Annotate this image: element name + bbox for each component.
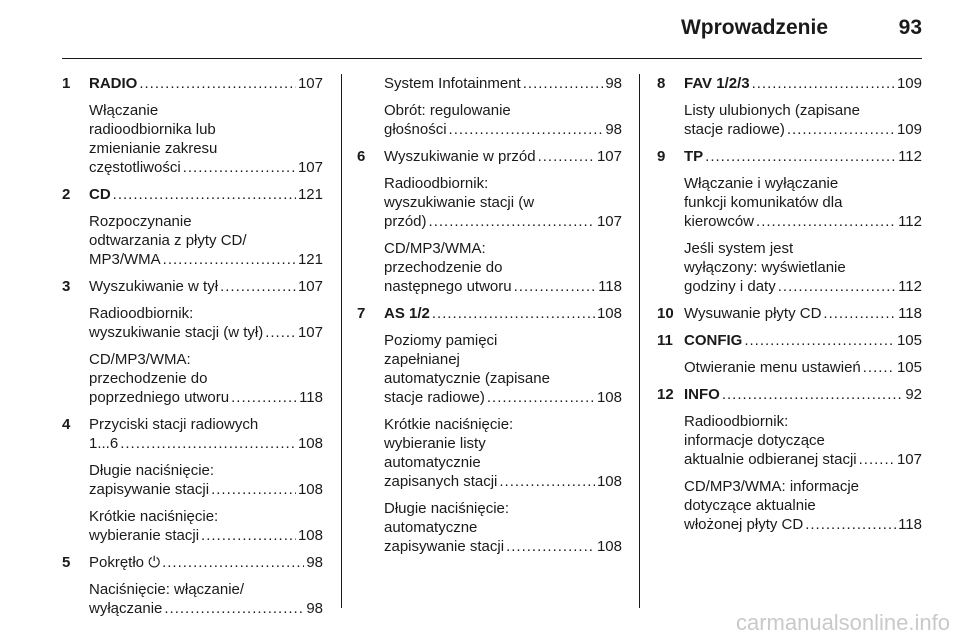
entry-block (89, 507, 323, 545)
control-label: RADIO (89, 75, 138, 92)
entry-line (89, 388, 323, 407)
index-entry (62, 415, 323, 545)
page-reference: 107 (596, 213, 622, 230)
page-number: 93 (898, 16, 922, 39)
dot-leader (523, 74, 604, 93)
entry-text: stacje radiowe) (684, 121, 785, 138)
index-entry (657, 331, 922, 377)
control-label: TP (684, 148, 704, 165)
entry-text: Pokrętło ⏻ (89, 554, 161, 571)
page-reference: 109 (896, 121, 922, 138)
header-divider (62, 58, 922, 59)
entry-text: wyszukiwanie stacji (w tył) (89, 324, 264, 341)
page-reference: 107 (896, 451, 922, 468)
entry-block (684, 74, 922, 93)
column-3 (657, 74, 922, 542)
dot-leader (787, 120, 895, 139)
entry-line (89, 507, 323, 526)
entry-line (684, 496, 922, 515)
entry-text: 1...6 (89, 435, 119, 452)
index-entry (62, 553, 323, 618)
entry-text: automatyczne (384, 519, 478, 536)
entry-line (89, 480, 323, 499)
entry-number: 12 (657, 386, 674, 403)
page-reference: 105 (896, 359, 922, 376)
entry-text: MP3/WMA (89, 251, 161, 268)
dot-leader (449, 120, 604, 139)
entry-line (684, 193, 922, 212)
entry-line (684, 212, 922, 231)
dot-leader (139, 74, 296, 93)
entry-text: Włączanie i wyłączanie (684, 175, 839, 192)
entry-line (684, 120, 922, 139)
entry-block (384, 304, 622, 323)
entry-block (384, 239, 622, 296)
entry-line (384, 518, 622, 537)
control-label: CD (89, 186, 111, 203)
entry-line (89, 101, 323, 120)
page-title: Wprowadzenie (680, 16, 828, 39)
entry-text: Krótkie naciśnięcie: (384, 416, 514, 433)
entry-block (684, 304, 922, 323)
entry-line (684, 431, 922, 450)
page-reference: 108 (596, 305, 622, 322)
entry-number: 1 (62, 75, 71, 92)
page-reference: 121 (297, 251, 323, 268)
entry-line (684, 258, 922, 277)
entry-text: następnego utworu (384, 278, 512, 295)
entry-line (89, 158, 323, 177)
entry-line (384, 472, 622, 491)
page-reference: 107 (297, 324, 323, 341)
entry-text: Radioodbiornik: (684, 413, 789, 430)
entry-line (684, 515, 922, 534)
page-reference: 108 (596, 538, 622, 555)
entry-line (89, 461, 323, 480)
entry-line (89, 231, 323, 250)
entry-line (684, 147, 922, 166)
entry-line (384, 147, 622, 166)
page-reference: 105 (896, 332, 922, 349)
page-reference: 98 (605, 75, 622, 92)
dot-leader (429, 212, 595, 231)
entry-line (384, 537, 622, 556)
entry-text: dotyczące aktualnie (684, 497, 816, 514)
entry-text: wybieranie stacji (89, 527, 200, 544)
entry-line (384, 388, 622, 407)
entry-line (384, 212, 622, 231)
dot-leader (538, 147, 595, 166)
entry-text: Przyciski stacji radiowych (89, 416, 259, 433)
entry-text: Radioodbiornik: (384, 175, 489, 192)
entry-line (89, 139, 323, 158)
index-entry (62, 185, 323, 269)
entry-line (684, 74, 922, 93)
entry-line (684, 358, 922, 377)
entry-text: funkcji komunikatów dla (684, 194, 843, 211)
entry-text: kierowców (684, 213, 755, 230)
entry-block (89, 277, 323, 296)
control-label: FAV 1/2/3 (684, 75, 750, 92)
page-reference: 118 (299, 389, 323, 406)
entry-block (89, 553, 323, 572)
dot-leader (162, 553, 304, 572)
entry-text: wyłączony: wyświetlanie (684, 259, 846, 276)
page-reference: 118 (898, 516, 922, 533)
entry-line (89, 323, 323, 342)
entry-text: wybieranie listy (384, 435, 486, 452)
entry-line (89, 580, 323, 599)
entry-line (684, 385, 922, 404)
entry-line (89, 250, 323, 269)
entry-number: 9 (657, 148, 666, 165)
page-reference: 112 (898, 213, 922, 230)
dot-leader (722, 385, 903, 404)
dot-leader (164, 599, 304, 618)
entry-text: Długie naciśnięcie: (89, 462, 215, 479)
entry-text: Wyszukiwanie w tył (89, 278, 219, 295)
entry-text: wyszukiwanie stacji (w (384, 194, 535, 211)
page-reference: 109 (896, 75, 922, 92)
entry-block (89, 415, 323, 453)
index-entry (357, 304, 622, 556)
entry-line (89, 553, 323, 572)
entry-text: aktualnie odbieranej stacji (684, 451, 857, 468)
entry-text: automatycznie (zapisane (384, 370, 550, 387)
page-reference: 112 (898, 148, 922, 165)
entry-line (384, 499, 622, 518)
entry-block (89, 580, 323, 618)
entry-text: Jeśli system jest (684, 240, 794, 257)
dot-leader (756, 212, 896, 231)
column-divider-2 (639, 74, 640, 608)
entry-text: częstotliwości (89, 159, 181, 176)
entry-line (89, 277, 323, 296)
entry-number: 6 (357, 148, 366, 165)
entry-number: 8 (657, 75, 666, 92)
page-reference: 98 (306, 600, 323, 617)
entry-block (684, 101, 922, 139)
entry-text: Naciśnięcie: włączanie/ (89, 581, 245, 598)
entry-text: zapełnianej (384, 351, 460, 368)
index-entry (657, 385, 922, 534)
index-entry (62, 277, 323, 407)
entry-line (89, 212, 323, 231)
page-reference: 108 (297, 527, 323, 544)
entry-block (89, 304, 323, 342)
entry-text: Radioodbiornik: (89, 305, 194, 322)
entry-block (384, 499, 622, 556)
dot-leader (744, 331, 895, 350)
dot-leader (823, 304, 896, 323)
entry-text: radioodbiornika lub (89, 121, 216, 138)
entry-line (684, 412, 922, 431)
control-label: CONFIG (684, 332, 743, 349)
index-entry (357, 147, 622, 296)
entry-block (684, 358, 922, 377)
entry-text: Listy ulubionych (zapisane (684, 102, 860, 119)
entry-text: wyłączanie (89, 600, 163, 617)
entry-text: poprzedniego utworu (89, 389, 230, 406)
dot-leader (432, 304, 595, 323)
dot-leader (201, 526, 296, 545)
entry-line (684, 331, 922, 350)
dot-leader (265, 323, 296, 342)
entry-line (384, 239, 622, 258)
entry-block (384, 331, 622, 407)
dot-leader (778, 277, 896, 296)
entry-line (384, 258, 622, 277)
entry-block (89, 74, 323, 93)
index-entry (657, 74, 922, 139)
index-entry (657, 147, 922, 296)
dot-leader (113, 185, 296, 204)
dot-leader (499, 472, 595, 491)
entry-text: Wysuwanie płyty CD (684, 305, 822, 322)
entry-block (684, 331, 922, 350)
dot-leader (705, 147, 896, 166)
entry-number: 2 (62, 186, 71, 203)
entry-text: Krótkie naciśnięcie: (89, 508, 219, 525)
page-reference: 108 (596, 389, 622, 406)
entry-line (684, 277, 922, 296)
entry-line (684, 304, 922, 323)
entry-number: 7 (357, 305, 366, 322)
entry-text: Włączanie (89, 102, 159, 119)
entry-block (684, 174, 922, 231)
watermark: carmanualsonline.info (735, 610, 950, 635)
entry-line (89, 599, 323, 618)
entry-block (89, 461, 323, 499)
dot-leader (163, 250, 296, 269)
entry-line (384, 277, 622, 296)
entry-text: Rozpoczynanie (89, 213, 192, 230)
entry-line (384, 434, 622, 453)
page-reference: 92 (905, 386, 922, 403)
entry-number: 10 (657, 305, 674, 322)
entry-block (89, 185, 323, 204)
dot-leader (487, 388, 595, 407)
entry-line (684, 477, 922, 496)
dot-leader (863, 358, 895, 377)
dot-leader (120, 434, 296, 453)
dot-leader (859, 450, 895, 469)
control-label: INFO (684, 386, 720, 403)
entry-line (384, 193, 622, 212)
page-reference: 98 (306, 554, 323, 571)
entry-block (384, 147, 622, 166)
entry-line (384, 304, 622, 323)
entry-line (684, 174, 922, 193)
entry-line (384, 101, 622, 120)
entry-text: głośności (384, 121, 447, 138)
control-label: AS 1/2 (384, 305, 430, 322)
entry-text: zapisywanie stacji (89, 481, 210, 498)
dot-leader (211, 480, 296, 499)
entry-text: CD/MP3/WMA: (89, 351, 191, 368)
entry-line (89, 304, 323, 323)
entry-line (384, 331, 622, 350)
entry-line (384, 120, 622, 139)
dot-leader (805, 515, 896, 534)
index-entry (357, 74, 622, 139)
entry-line (89, 185, 323, 204)
entry-block (384, 101, 622, 139)
entry-text: Poziomy pamięci (384, 332, 498, 349)
page-reference: 107 (297, 159, 323, 176)
entry-text: Otwieranie menu ustawień (684, 359, 861, 376)
entry-line (684, 239, 922, 258)
entry-text: zmienianie zakresu (89, 140, 218, 157)
entry-text: CD/MP3/WMA: informacje (684, 478, 860, 495)
page-reference: 112 (898, 278, 922, 295)
page-reference: 108 (596, 473, 622, 490)
dot-leader (752, 74, 895, 93)
entry-number: 3 (62, 278, 71, 295)
entry-text: System Infotainment (384, 75, 521, 92)
page-reference: 98 (605, 121, 622, 138)
entry-text: przechodzenie do (89, 370, 208, 387)
page-reference: 108 (297, 481, 323, 498)
entry-text: stacje radiowe) (384, 389, 485, 406)
entry-number: 4 (62, 416, 71, 433)
column-1 (62, 74, 323, 626)
entry-text: Wyszukiwanie w przód (384, 148, 536, 165)
entry-line (89, 434, 323, 453)
entry-text: przechodzenie do (384, 259, 503, 276)
entry-block (89, 350, 323, 407)
entry-line (89, 120, 323, 139)
entry-text: Długie naciśnięcie: (384, 500, 510, 517)
dot-leader (220, 277, 296, 296)
entry-text: automatycznie (384, 454, 481, 471)
entry-text: przód) (384, 213, 427, 230)
entry-line (89, 526, 323, 545)
entry-line (384, 369, 622, 388)
entry-block (384, 174, 622, 231)
page-reference: 121 (297, 186, 323, 203)
entry-block (384, 415, 622, 491)
column-2 (357, 74, 622, 564)
entry-number: 5 (62, 554, 71, 571)
entry-text: zapisanych stacji (384, 473, 498, 490)
page-reference: 108 (297, 435, 323, 452)
entry-line (89, 350, 323, 369)
entry-block (89, 101, 323, 177)
dot-leader (231, 388, 297, 407)
entry-line (89, 369, 323, 388)
entry-text: zapisywanie stacji (384, 538, 505, 555)
entry-line (384, 415, 622, 434)
entry-line (384, 74, 622, 93)
entry-block (684, 239, 922, 296)
entry-line (684, 450, 922, 469)
page-reference: 118 (898, 305, 922, 322)
entry-text: informacje dotyczące (684, 432, 825, 449)
dot-leader (183, 158, 296, 177)
entry-text: Obrót: regulowanie (384, 102, 511, 119)
entry-text: godziny i daty (684, 278, 776, 295)
entry-text: CD/MP3/WMA: (384, 240, 486, 257)
entry-line (384, 453, 622, 472)
entry-text: włożonej płyty CD (684, 516, 804, 533)
entry-block (684, 147, 922, 166)
column-divider-1 (341, 74, 342, 608)
dot-leader (506, 537, 595, 556)
entry-number: 11 (657, 332, 673, 349)
entry-line (89, 415, 323, 434)
page-reference: 118 (598, 278, 622, 295)
entry-text: odtwarzania z płyty CD/ (89, 232, 247, 249)
page-reference: 107 (297, 75, 323, 92)
entry-block (684, 477, 922, 534)
entry-line (384, 174, 622, 193)
index-entry (62, 74, 323, 177)
entry-block (684, 385, 922, 404)
entry-line (684, 101, 922, 120)
entry-block (684, 412, 922, 469)
page-reference: 107 (596, 148, 622, 165)
entry-block (89, 212, 323, 269)
entry-block (384, 74, 622, 93)
entry-line (89, 74, 323, 93)
dot-leader (514, 277, 596, 296)
entry-line (384, 350, 622, 369)
index-entry (657, 304, 922, 323)
page-reference: 107 (297, 278, 323, 295)
